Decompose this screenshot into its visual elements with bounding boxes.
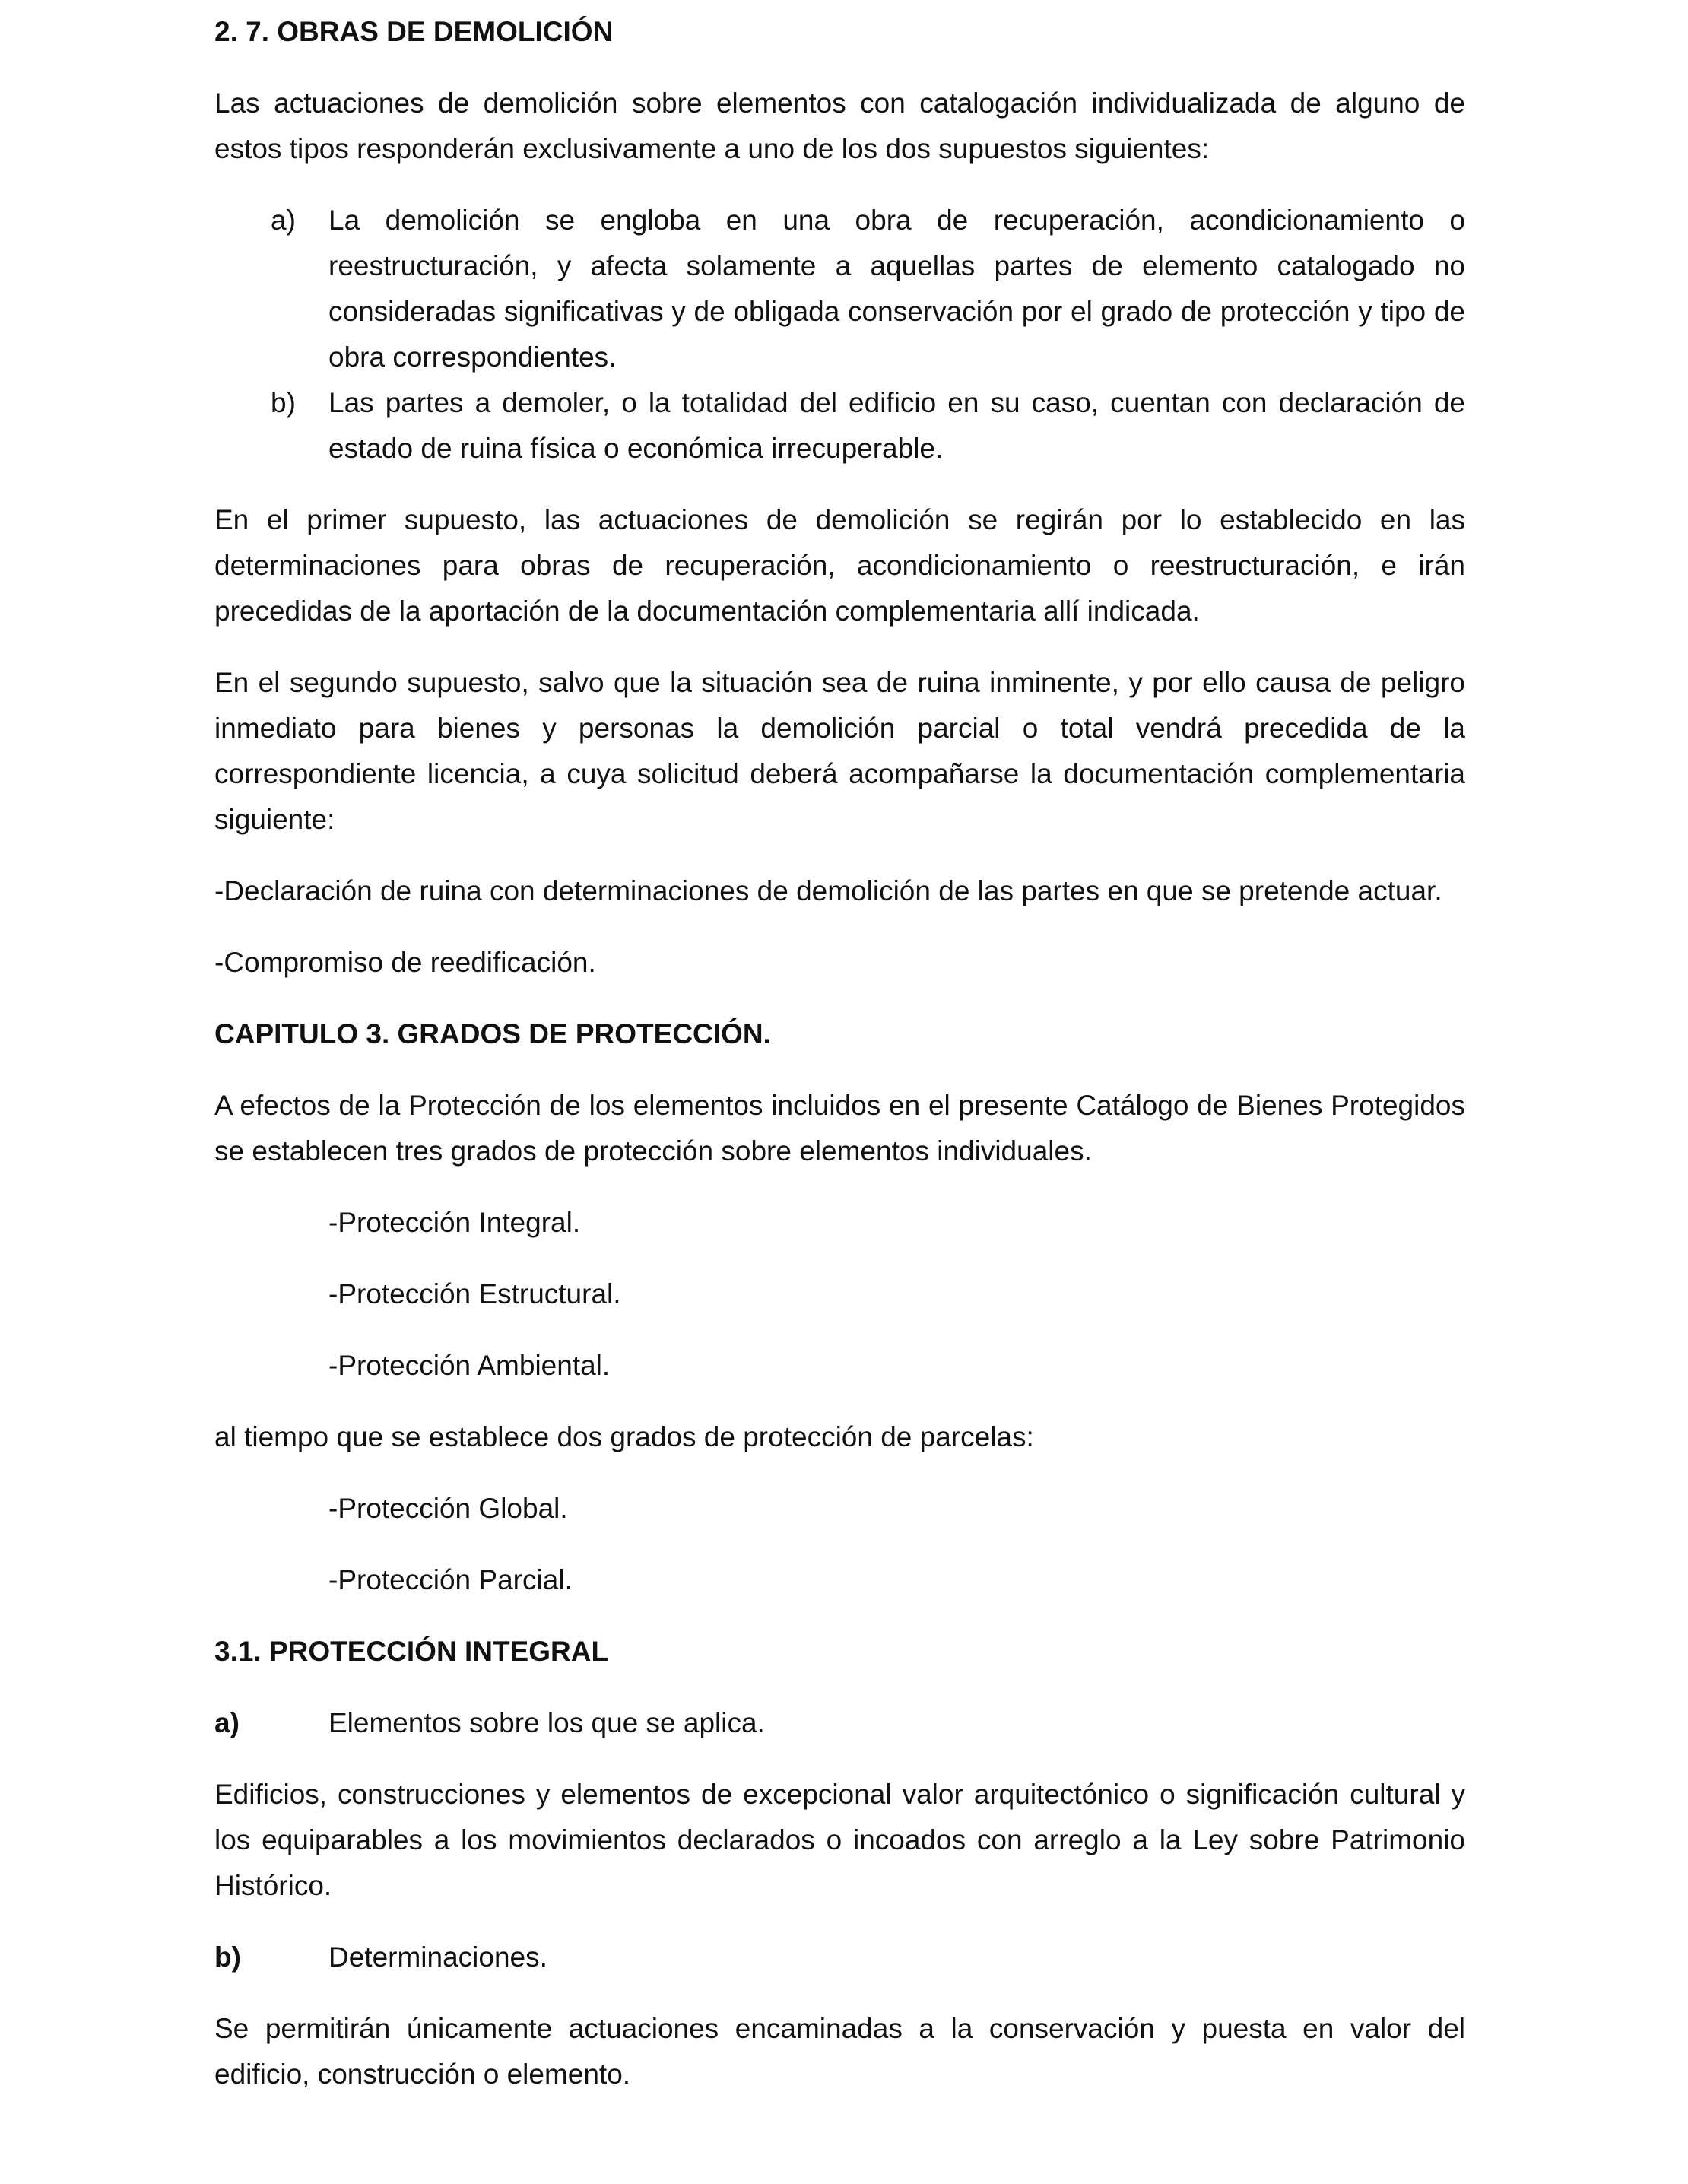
grado-item: -Protección Estructural. <box>328 1278 621 1309</box>
paragraph-compromiso: -Compromiso de reedificación. <box>214 947 596 978</box>
paragraph-primer-supuesto: En el primer supuesto, las actuaciones de demolición se regirán por lo establecido en las determinaciones para obras de recuperación, acondicionamiento o reestructuración, e irán precedidas de la aportación de la documentación complementaria allí indicada. <box>214 504 1465 627</box>
list-item-text: Las partes a demoler, o la totalidad del edificio en su caso, cuentan con declaración de estado de ruina física o económica irrecuperable. <box>328 387 1465 464</box>
supuestos-list <box>214 198 1465 471</box>
subsection-a-title: Elementos sobre los que se aplica. <box>328 1707 765 1738</box>
chapter-3-intro: A efectos de la Protección de los elementos incluidos en el presente Catálogo de Bienes Protegidos se establecen tres grados de protección sobre elementos individuales. <box>214 1090 1465 1167</box>
grado-item: -Protección Integral. <box>328 1207 581 1238</box>
list-item-label: b) <box>271 387 296 418</box>
paragraph-declaracion-ruina: -Declaración de ruina con determinaciones de demolición de las partes en que se pretende actuar. <box>214 875 1442 906</box>
list-item-label: a) <box>271 205 296 236</box>
subsection-b-paragraph: Se permitirán únicamente actuaciones encaminadas a la conservación y puesta en valor del edificio, construcción o elemento. <box>214 2013 1465 2090</box>
parcela-item: -Protección Global. <box>328 1493 568 1524</box>
subsection-a-label: a) <box>214 1707 240 1738</box>
grado-item: -Protección Ambiental. <box>328 1350 611 1381</box>
subsection-a <box>214 1700 1465 1746</box>
subsection-b <box>214 1935 1465 1980</box>
section-heading-3-1: 3.1. PROTECCIÓN INTEGRAL <box>214 1636 609 1667</box>
chapter-heading-3: CAPITULO 3. GRADOS DE PROTECCIÓN. <box>214 1018 771 1049</box>
subsection-b-label: b) <box>214 1941 241 1973</box>
subsection-b-title: Determinaciones. <box>328 1941 547 1973</box>
subsection-a-paragraph: Edificios, construcciones y elementos de excepcional valor arquitectónico o significación cultural y los equiparables a los movimientos declarados o incoados con arreglo a la Ley sobre Patrimonio Histórico. <box>214 1779 1465 1901</box>
list-item-text: La demolición se engloba en una obra de recuperación, acondicionamiento o reestructuración, y afecta solamente a aquellas partes de elemento catalogado no consideradas significativas y de obligada conservación por el grado de protección y tipo de obra correspondientes. <box>328 205 1465 373</box>
list-item <box>214 380 1465 471</box>
parcelas-intro: al tiempo que se establece dos grados de protección de parcelas: <box>214 1421 1034 1452</box>
document-page <box>214 0 1465 2097</box>
paragraph-segundo-supuesto: En el segundo supuesto, salvo que la situación sea de ruina inminente, y por ello causa de peligro inmediato para bienes y personas la demolición parcial o total vendrá precedida de la correspondiente licencia, a cuya solicitud deberá acompañarse la documentación complementaria siguiente: <box>214 667 1465 835</box>
section-2-7-intro: Las actuaciones de demolición sobre elementos con catalogación individualizada de alguno de estos tipos responderán exclusivamente a uno de los dos supuestos siguientes: <box>214 87 1465 164</box>
parcela-item: -Protección Parcial. <box>328 1564 573 1595</box>
list-item <box>214 198 1465 380</box>
section-heading-2-7: 2. 7. OBRAS DE DEMOLICIÓN <box>214 16 614 47</box>
